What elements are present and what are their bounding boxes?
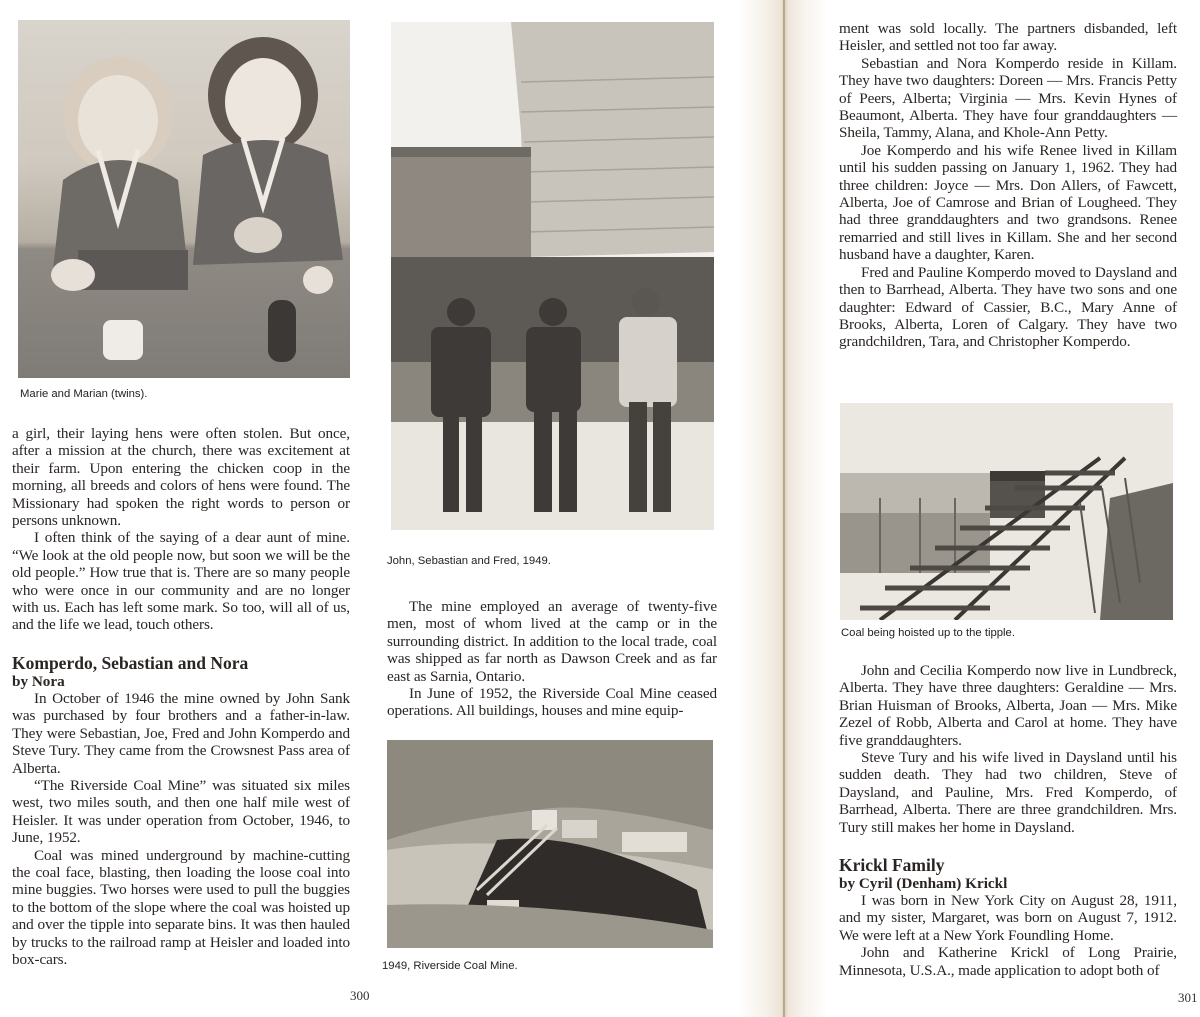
tipple-illustration	[840, 403, 1173, 620]
coal-mine-illustration	[387, 740, 713, 948]
coal-mine-photo-caption: 1949, Riverside Coal Mine.	[382, 960, 518, 972]
twins-photo	[18, 20, 350, 378]
coal-mine-photo	[387, 740, 713, 948]
paragraph: Steve Tury and his wife lived in Daysland until his sudden death. They had two children, Steve of Daysland, and Pauline, Mrs. Fred Komperdo, of Barrhead, Alberta. There are three grandchildren. Mrs. Tury still makes her home in Daysland.	[839, 749, 1177, 836]
right-column-bottom	[839, 662, 1177, 979]
right-column-top	[839, 20, 1177, 351]
tipple-photo	[840, 403, 1173, 620]
page-number-right: 301	[1178, 990, 1198, 1005]
miners-photo-caption: John, Sebastian and Fred, 1949.	[387, 555, 551, 567]
paragraph: In October of 1946 the mine owned by John Sank was purchased by four brothers and a father-in-law. They were Sebastian, Joe, Fred and John Komperdo and Steve Tury. They came from the Crowsnest Pass area of Alberta.	[12, 689, 350, 777]
left-column	[12, 425, 350, 968]
article-title: Krickl Family	[839, 855, 945, 876]
paragraph: ment was sold locally. The partners disbanded, left Heisler, and settled not too far away.	[839, 20, 1177, 55]
miners-illustration	[391, 22, 714, 530]
paragraph: a girl, their laying hens were often stolen. But once, after a mission at the church, there was excitement at their farm. Upon entering the chicken coop in the morning, all breeds and colors of hens were found. The Missionary had spoken the right words to person or persons unknown.	[12, 425, 350, 530]
paragraph: I often think of the saying of a dear aunt of mine. “We look at the old people now, but soon we will be the old people.” How true that is. There are so many people who were once in our community and are no longer with us. Each has left some mark. So too, will all of us, and the life we lead, touch others.	[12, 529, 350, 634]
paragraph: “The Riverside Coal Mine” was situated six miles west, two miles south, and then one half mile west of Heisler. It was under operation from October, 1946, to June, 1952.	[12, 776, 350, 847]
book-spine-line	[783, 0, 785, 1017]
miners-photo	[391, 22, 714, 530]
page-number-left: 300	[350, 988, 370, 1003]
paragraph: John and Katherine Krickl of Long Prairie, Minnesota, U.S.A., made application to adopt both of	[839, 944, 1177, 979]
paragraph: The mine employed an average of twenty-five men, most of whom lived at the camp or in the surrounding district. In addition to the local trade, coal was shipped as far north as Dawson Creek and as far east as Sarnia, Ontario.	[387, 598, 717, 685]
twins-illustration	[18, 20, 350, 378]
paragraph: Coal was mined underground by machine-cutting the coal face, blasting, then loading the loose coal into mine buggies. Two horses were used to pull the buggies to the bottom of the slope where the coal was hoisted up and over the tipple into separate bins. It was then hauled by trucks to the railroad ramp at Heisler and loaded into box-cars.	[12, 846, 350, 968]
paragraph: Fred and Pauline Komperdo moved to Daysland and then to Barrhead, Alberta. They have two sons and one daughter: Edward of Cassier, B.C., Mary Anne of Brooks, Alberta, Loren of Calgary. They have two grandchildren, Tara, and Christopher Komperdo.	[839, 263, 1177, 351]
middle-column	[387, 598, 717, 720]
paragraph: John and Cecilia Komperdo now live in Lundbreck, Alberta. They have three daughters: Geraldine — Mrs. Brian Huisman of Brooks, Alberta, Joan — Mrs. Mike Zezel of Robb, Alberta and Carol at home. They have five granddaughters.	[839, 662, 1177, 749]
article-title: Komperdo, Sebastian and Nora	[12, 652, 249, 673]
paragraph: Sebastian and Nora Komperdo reside in Killam. They have two daughters: Doreen — Mrs. Francis Petty of Peers, Alberta; Virginia — Mrs. Kevin Hynes of Beaumont, Alberta. They have four granddaughters — Sheila, Tammy, Alana, and Khole-Ann Petty.	[839, 54, 1177, 142]
paragraph: In June of 1952, the Riverside Coal Mine ceased operations. All buildings, houses and mine equip-	[387, 685, 717, 720]
paragraph: I was born in New York City on August 28, 1911, and my sister, Margaret, was born on August 7, 1912. We were left at a New York Foundling Home.	[839, 892, 1177, 944]
tipple-photo-caption: Coal being hoisted up to the tipple.	[841, 627, 1015, 639]
paragraph: Joe Komperdo and his wife Renee lived in Killam until his sudden passing on January 1, 1962. They had three children: Joyce — Mrs. Don Allers, of Fawcett, Alberta, Joe of Camrose and Brian of Lougheed. They had three granddaughters and two grandsons. Renee remarried and still lives in Killam. She and her second husband have a daughter, Karen.	[839, 141, 1177, 264]
article-byline: by Cyril (Denham) Krickl	[839, 875, 1008, 893]
article-byline: by Nora	[12, 672, 65, 690]
twins-photo-caption: Marie and Marian (twins).	[20, 388, 148, 400]
